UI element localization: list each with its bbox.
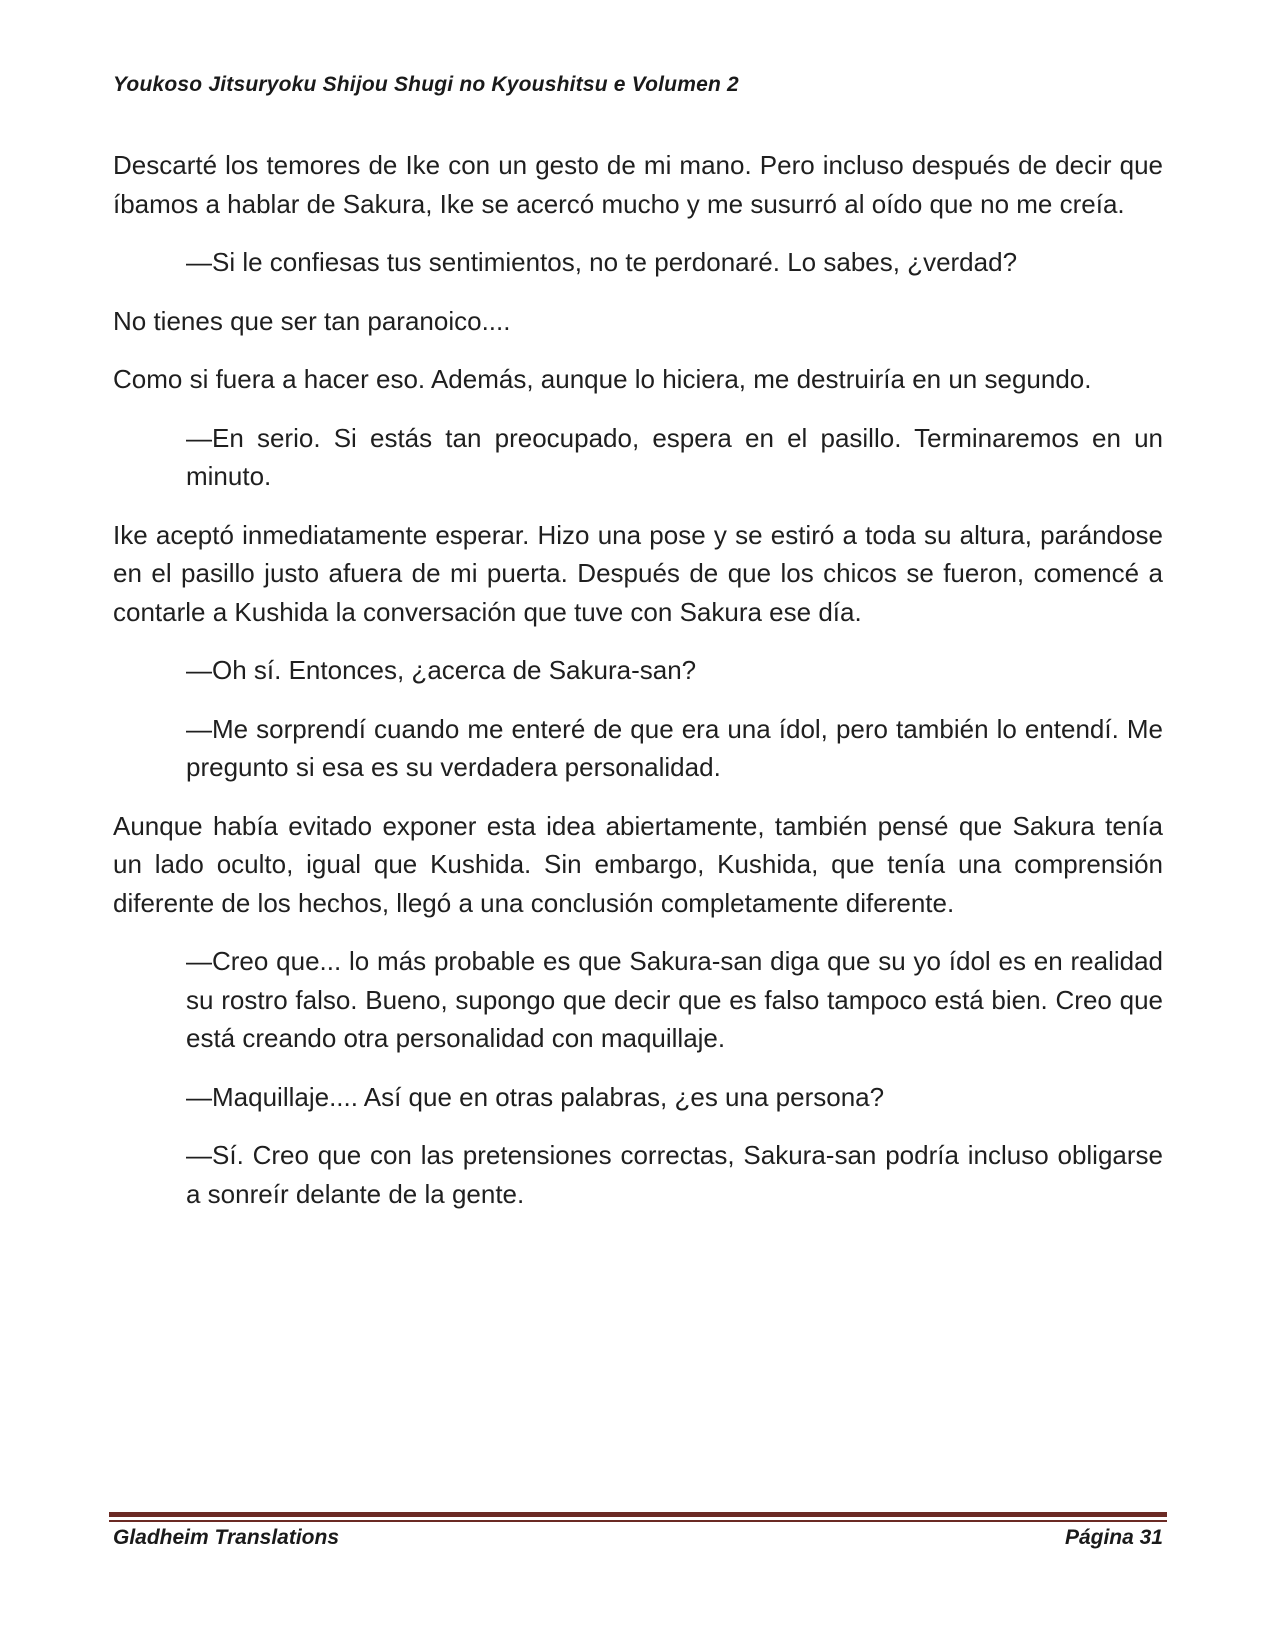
footer-translator-credit: Gladheim Translations xyxy=(113,1526,340,1549)
page-number: Página 31 xyxy=(1064,1526,1163,1549)
page-body xyxy=(113,146,1163,1233)
dialogue-line: —Creo que... lo más probable es que Sakura-san diga que su yo ídol es en realidad su rostro falso. Bueno, supongo que decir que es falso tampoco está bien. Creo que está creando otra personalidad con maquillaje. xyxy=(186,946,1163,1053)
dialogue-line: —Me sorprendí cuando me enteré de que era una ídol, pero también lo entendí. Me pregunto si esa es su verdadera personalidad. xyxy=(186,713,1163,782)
footer-divider-thick-line xyxy=(109,1512,1167,1517)
footer-divider xyxy=(109,1512,1167,1523)
dialogue-line: —Oh sí. Entonces, ¿acerca de Sakura-san? xyxy=(186,655,697,685)
paragraph: Descarté los temores de Ike con un gesto de mi mano. Pero incluso después de decir que íbamos a hablar de Sakura, Ike se acercó mucho y me susurró al oído que no me creía. xyxy=(113,150,1163,219)
dialogue-line: —Si le confiesas tus sentimientos, no te perdonaré. Lo sabes, ¿verdad? xyxy=(186,247,1018,277)
paragraph: No tienes que ser tan paranoico.... xyxy=(113,305,511,336)
paragraph: Aunque había evitado exponer esta idea abiertamente, también pensé que Sakura tenía un lado oculto, igual que Kushida. Sin embargo, Kushida, que tenía una comprensión diferente de los hechos, llegó a una conclusión completamente diferente. xyxy=(113,810,1163,918)
dialogue-line: —Sí. Creo que con las pretensiones correctas, Sakura-san podría incluso obligarse a sonreír delante de la gente. xyxy=(186,1140,1163,1209)
footer-divider-thin-line xyxy=(109,1520,1167,1522)
paragraph: Ike aceptó inmediatamente esperar. Hizo una pose y se estiró a toda su altura, parándose en el pasillo justo afuera de mi puerta. Después de que los chicos se fueron, comencé a contarle a Kushida la conversación que tuve con Sakura ese día. xyxy=(113,519,1163,627)
paragraph: Como si fuera a hacer eso. Además, aunque lo hiciera, me destruiría en un segundo. xyxy=(113,364,1092,394)
dialogue-line: —Maquillaje.... Así que en otras palabras, ¿es una persona? xyxy=(186,1081,885,1112)
running-header-title: Youkoso Jitsuryoku Shijou Shugi no Kyoushitsu e Volumen 2 xyxy=(113,73,739,96)
dialogue-line: —En serio. Si estás tan preocupado, espera en el pasillo. Terminaremos en un minuto. xyxy=(186,422,1163,491)
